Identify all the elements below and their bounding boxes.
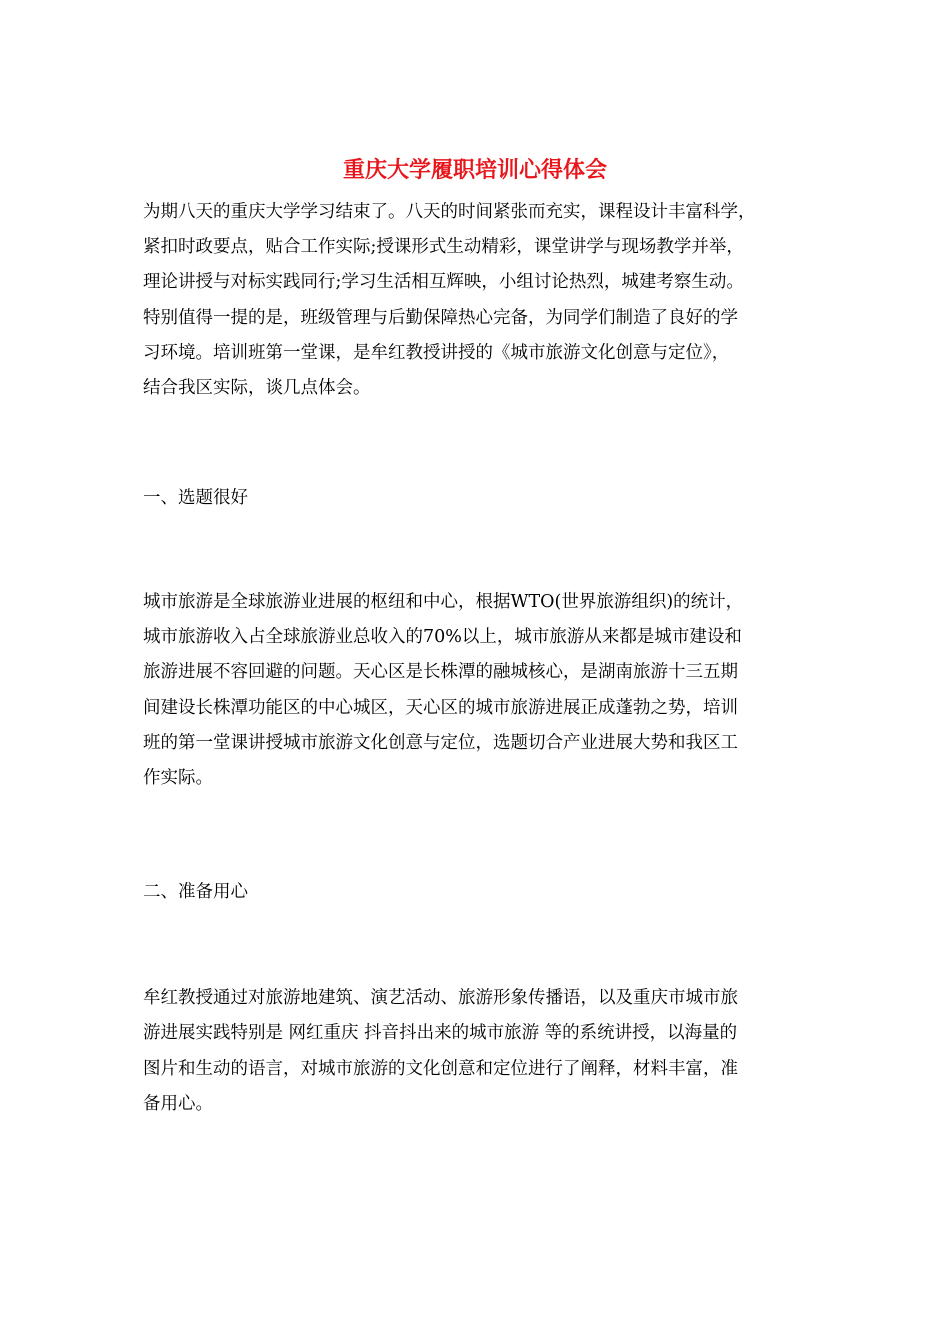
section-heading-2: 二、准备用心 (143, 882, 248, 902)
section1-line: 作实际。 (143, 768, 213, 788)
section2-line: 图片和生动的语言，对城市旅游的文化创意和定位进行了阐释，材料丰富，准 (143, 1059, 738, 1079)
intro-line: 理论讲授与对标实践同行;学习生活相互辉映，小组讨论热烈，城建考察生动。 (143, 272, 744, 292)
section-heading-1: 一、选题很好 (143, 488, 248, 508)
intro-line: 习环境。培训班第一堂课，是牟红教授讲授的《城市旅游文化创意与定位》， (143, 343, 730, 363)
section2-line: 备用心。 (143, 1094, 213, 1114)
document-title: 重庆大学履职培训心得体会 (342, 157, 607, 183)
section1-line: 间建设长株潭功能区的中心城区，天心区的城市旅游进展正成蓬勃之势，培训 (143, 698, 738, 718)
section2-line: 牟红教授通过对旅游地建筑、演艺活动、旅游形象传播语，以及重庆市城市旅 (143, 988, 738, 1008)
section1-line: 班的第一堂课讲授城市旅游文化创意与定位，选题切合产业进展大势和我区工 (143, 733, 738, 753)
intro-line: 紧扣时政要点，贴合工作实际;授课形式生动精彩，课堂讲学与现场教学并举， (143, 237, 744, 257)
section2-line: 游进展实践特别是 网红重庆 抖音抖出来的城市旅游 等的系统讲授，以海量的 (143, 1023, 738, 1043)
section1-line: 城市旅游是全球旅游业进展的枢纽和中心，根据WTO(世界旅游组织)的统计， (143, 592, 744, 612)
intro-line: 为期八天的重庆大学学习结束了。八天的时间紧张而充实，课程设计丰富科学， (143, 202, 756, 222)
intro-line: 特别值得一提的是，班级管理与后勤保障热心完备，为同学们制造了良好的学 (143, 308, 738, 328)
section1-line: 城市旅游收入占全球旅游业总收入的70%以上，城市旅游从来都是城市建设和 (143, 627, 742, 647)
section1-line: 旅游进展不容回避的问题。天心区是长株潭的融城核心，是湖南旅游十三五期 (143, 662, 738, 682)
intro-line: 结合我区实际，谈几点体会。 (143, 378, 371, 398)
